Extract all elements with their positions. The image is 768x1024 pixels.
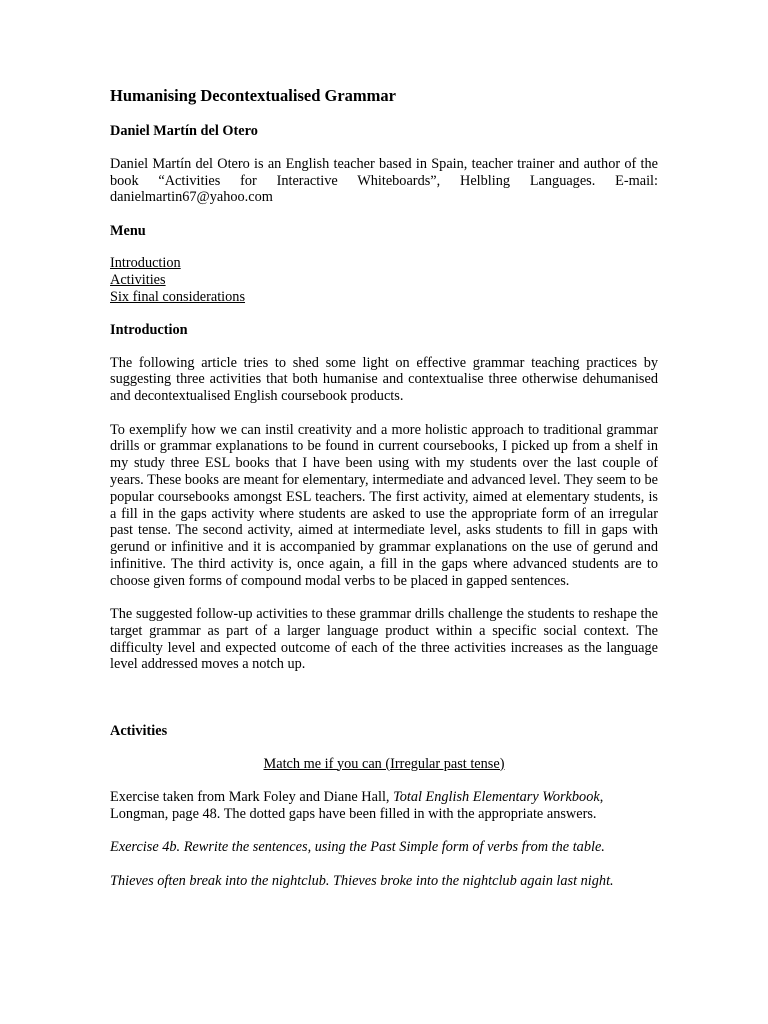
menu-heading: Menu	[110, 222, 146, 239]
exercise-source-suffix: , Longman, page 48. The dotted gaps have been filled in with the appropriate answers.	[110, 789, 604, 823]
exercise-example-text: Thieves often break into the nightclub. Thieves broke into the nightclub again last night.	[110, 872, 614, 889]
menu-list	[110, 255, 658, 305]
exercise-source	[110, 789, 658, 823]
document-title: Humanising Decontextualised Grammar	[110, 86, 396, 105]
menu-link-six-final-considerations[interactable]: Six final considerations	[110, 289, 246, 306]
introduction-heading: Introduction	[110, 321, 188, 338]
author-name: Daniel Martín del Otero	[110, 123, 258, 139]
menu-link-introduction[interactable]: Introduction	[110, 255, 181, 272]
activity-subtitle: Match me if you can (Irregular past tense)	[263, 755, 505, 772]
exercise-instruction	[110, 839, 658, 856]
author-bio: Daniel Martín del Otero is an English teacher based in Spain, teacher trainer and author of the book “Activities for Interactive Whiteboards”, Helbling Languages. E-mail: danielmartin67@yahoo.com	[110, 155, 658, 206]
introduction-paragraph-2: To exemplify how we can instil creativity and a more holistic approach to traditional grammar drills or grammar explanations to be found in current coursebooks, I picked up from a shelf in my study three ESL books that I have been using with my students over the last couple of years. These books are meant for elementary, intermediate and advanced level. They seem to be popular coursebooks amongst ESL teachers. The first activity, aimed at elementary students, is a fill in the gaps activity where students are asked to use the appropriate form of an irregular past tense. The second activity, aimed at intermediate level, asks students to fill in gaps with gerund or infinitive and it is accompanied by grammar explanations on the use of gerund and infinitive. The third activity is, once again, a fill in the gaps where advanced students are to choose given forms of compound modal verbs to be placed in gapped sentences.	[110, 421, 658, 589]
activities-heading: Activities	[110, 722, 168, 739]
section-spacer	[110, 690, 658, 723]
exercise-instruction-text: Exercise 4b. Rewrite the sentences, using the Past Simple form of verbs from the table.	[110, 839, 605, 856]
document-page	[110, 86, 658, 906]
exercise-source-book: Total English Elementary Workbook	[393, 789, 600, 806]
exercise-source-prefix: Exercise taken from Mark Foley and Diane Hall,	[110, 789, 394, 806]
menu-link-activities[interactable]: Activities	[110, 272, 166, 289]
introduction-paragraph-3: The suggested follow-up activities to these grammar drills challenge the students to reshape the target grammar as part of a larger language product within a specific social context. The difficulty level and expected outcome of each of the three activities increases as the language level addressed moves a notch up.	[110, 606, 658, 673]
exercise-example	[110, 873, 658, 890]
introduction-paragraph-1: The following article tries to shed some light on effective grammar teaching practices by suggesting three activities that both humanise and contextualise three otherwise dehumanised and decontextualised English coursebook products.	[110, 354, 658, 405]
